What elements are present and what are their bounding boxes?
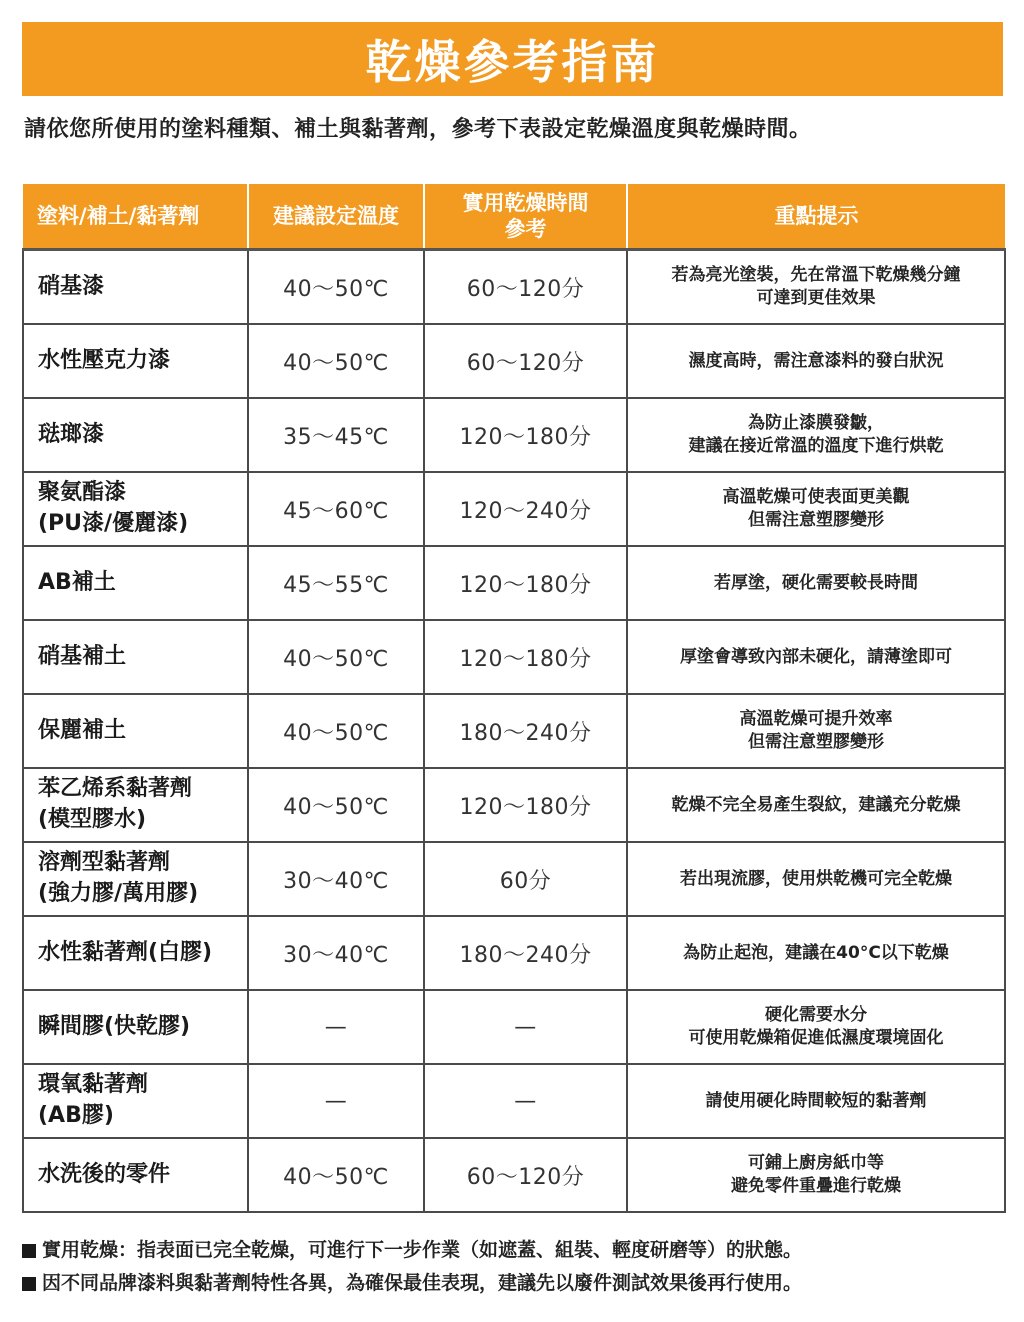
table-row <box>23 250 1005 325</box>
material-cell: 瞬間膠(快乾膠) <box>23 990 248 1064</box>
header-tips: 重點提示 <box>627 184 1005 250</box>
tip-cell: 為防止漆膜發皺， 建議在接近常溫的溫度下進行烘乾 <box>627 398 1005 472</box>
temperature-cell: 45～55℃ <box>248 546 424 620</box>
material-cell: AB補土 <box>23 546 248 620</box>
tip-cell: 若厚塗，硬化需要較長時間 <box>627 546 1005 620</box>
page-title: 乾燥參考指南 <box>365 35 660 89</box>
temperature-cell: 40～50℃ <box>248 768 424 842</box>
footnote <box>22 1267 1012 1300</box>
temperature-cell: 35～45℃ <box>248 398 424 472</box>
table-row <box>23 1138 1005 1212</box>
tip-cell: 可鋪上廚房紙巾等 避免零件重疊進行乾燥 <box>627 1138 1005 1212</box>
drying-time-cell: 180～240分 <box>424 694 627 768</box>
temperature-cell: — <box>248 1064 424 1138</box>
drying-time-cell: 60～120分 <box>424 1138 627 1212</box>
tip-cell: 高溫乾燥可使表面更美觀 但需注意塑膠變形 <box>627 472 1005 546</box>
drying-time-cell: 60～120分 <box>424 250 627 325</box>
material-cell: 硝基補土 <box>23 620 248 694</box>
table-row <box>23 694 1005 768</box>
tip-cell: 若出現流膠，使用烘乾機可完全乾燥 <box>627 842 1005 916</box>
tip-cell: 硬化需要水分 可使用乾燥箱促進低濕度環境固化 <box>627 990 1005 1064</box>
footnote <box>22 1234 1012 1267</box>
tip-cell: 濕度高時，需注意漆料的發白狀況 <box>627 324 1005 398</box>
material-cell: 硝基漆 <box>23 250 248 325</box>
table-row <box>23 398 1005 472</box>
temperature-cell: 40～50℃ <box>248 694 424 768</box>
drying-time-cell: 180～240分 <box>424 916 627 990</box>
temperature-cell: — <box>248 990 424 1064</box>
temperature-cell: 30～40℃ <box>248 916 424 990</box>
drying-time-cell: 120～180分 <box>424 620 627 694</box>
drying-guide-table <box>22 184 1006 1213</box>
table-row <box>23 472 1005 546</box>
table-row <box>23 324 1005 398</box>
footnote-text: 實用乾燥：指表面已完全乾燥，可進行下一步作業（如遮蓋、組裝、輕度研磨等）的狀態。 <box>42 1239 803 1261</box>
material-cell: 環氧黏著劑 (AB膠) <box>23 1064 248 1138</box>
material-cell: 保麗補土 <box>23 694 248 768</box>
footnote-text: 因不同品牌漆料與黏著劑特性各異，為確保最佳表現，建議先以廢件測試效果後再行使用。 <box>42 1272 803 1294</box>
drying-time-cell: 60～120分 <box>424 324 627 398</box>
title-banner <box>22 22 1003 96</box>
temperature-cell: 40～50℃ <box>248 250 424 325</box>
drying-time-cell: 120～180分 <box>424 546 627 620</box>
tip-cell: 為防止起泡，建議在40°C以下乾燥 <box>627 916 1005 990</box>
tip-cell: 若為亮光塗裝，先在常溫下乾燥幾分鐘 可達到更佳效果 <box>627 250 1005 325</box>
table-row <box>23 1064 1005 1138</box>
drying-time-cell: 60分 <box>424 842 627 916</box>
drying-time-cell: 120～240分 <box>424 472 627 546</box>
square-bullet-icon <box>22 1277 36 1291</box>
footnotes <box>22 1234 1012 1300</box>
table-row <box>23 916 1005 990</box>
table-header-row <box>23 184 1005 250</box>
material-cell: 苯乙烯系黏著劑 (模型膠水) <box>23 768 248 842</box>
temperature-cell: 40～50℃ <box>248 1138 424 1212</box>
page-subtitle: 請依您所使用的塗料種類、補土與黏著劑，參考下表設定乾燥溫度與乾燥時間。 <box>24 117 812 142</box>
material-cell: 聚氨酯漆 (PU漆/優麗漆) <box>23 472 248 546</box>
table-row <box>23 620 1005 694</box>
temperature-cell: 30～40℃ <box>248 842 424 916</box>
drying-time-cell: — <box>424 1064 627 1138</box>
header-temperature: 建議設定溫度 <box>248 184 424 250</box>
header-drying-time: 實用乾燥時間 參考 <box>424 184 627 250</box>
header-material: 塗料/補土/黏著劑 <box>23 184 248 250</box>
drying-time-cell: 120～180分 <box>424 398 627 472</box>
temperature-cell: 40～50℃ <box>248 620 424 694</box>
material-cell: 琺瑯漆 <box>23 398 248 472</box>
tip-cell: 厚塗會導致內部未硬化，請薄塗即可 <box>627 620 1005 694</box>
table-row <box>23 768 1005 842</box>
square-bullet-icon <box>22 1244 36 1258</box>
temperature-cell: 45～60℃ <box>248 472 424 546</box>
temperature-cell: 40～50℃ <box>248 324 424 398</box>
material-cell: 水性壓克力漆 <box>23 324 248 398</box>
material-cell: 水洗後的零件 <box>23 1138 248 1212</box>
material-cell: 水性黏著劑(白膠) <box>23 916 248 990</box>
table-row <box>23 842 1005 916</box>
table-row <box>23 546 1005 620</box>
tip-cell: 乾燥不完全易產生裂紋，建議充分乾燥 <box>627 768 1005 842</box>
drying-time-cell: — <box>424 990 627 1064</box>
drying-time-cell: 120～180分 <box>424 768 627 842</box>
tip-cell: 高溫乾燥可提升效率 但需注意塑膠變形 <box>627 694 1005 768</box>
material-cell: 溶劑型黏著劑 (強力膠/萬用膠) <box>23 842 248 916</box>
table-row <box>23 990 1005 1064</box>
tip-cell: 請使用硬化時間較短的黏著劑 <box>627 1064 1005 1138</box>
